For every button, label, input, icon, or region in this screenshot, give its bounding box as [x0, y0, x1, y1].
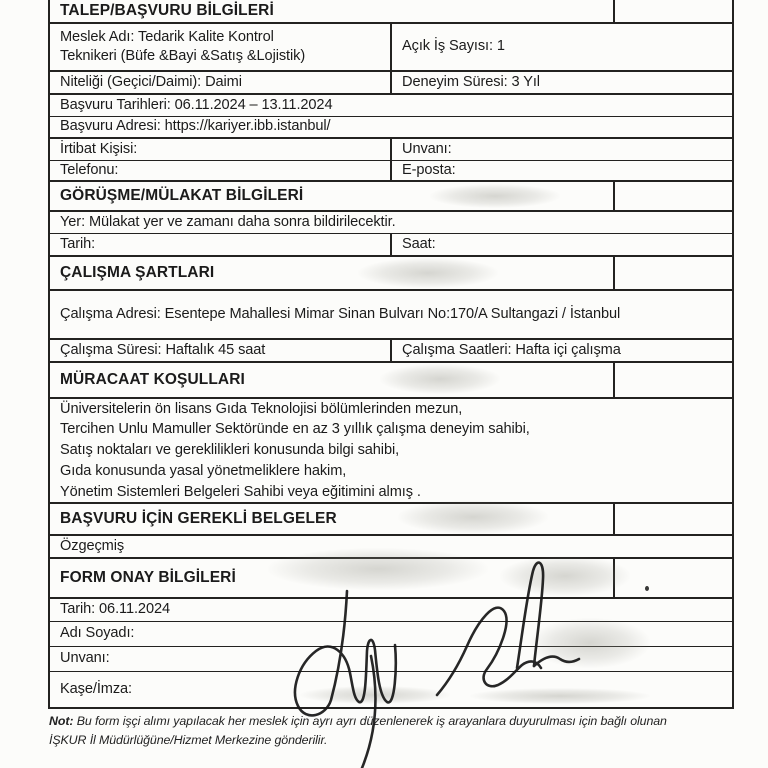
footer-note — [49, 712, 707, 749]
section-title-muracaat-kosullari: MÜRACAAT KOŞULLARI — [60, 371, 245, 388]
field-irtibat-kisisi: İrtibat Kişisi: — [50, 139, 392, 160]
row-meslek-adi — [50, 24, 732, 72]
field-basvuru-adresi: Başvuru Adresi: https://kariyer.ibb.istanbul/ — [60, 118, 331, 135]
field-calisma-adresi: Çalışma Adresi: Esentepe Mahallesi Mimar Sinan Bulvarı No:170/A Sultangazi / İstanbul — [60, 305, 621, 322]
field-deneyim-suresi: Deneyim Süresi: 3 Yıl — [402, 73, 540, 90]
row-mulakat-yer — [50, 212, 732, 234]
section-header-calisma-sartlari — [50, 257, 732, 291]
row-calisma-adresi — [50, 291, 732, 340]
row-telefonu — [50, 161, 732, 182]
section-header-muracaat-kosullari — [50, 363, 732, 399]
field-telefonu: Telefonu: — [50, 161, 392, 180]
header-side-cell — [613, 363, 732, 397]
footer-note-text: Bu form işçi alımı yapılacak her meslek için ayrı ayrı düzenlenerek iş arayanlara duyurulması için bağlı olunan İŞKUR İl Müdürlüğüne/Hizmet Merkezine gönderilir. — [49, 714, 667, 747]
row-basvuru-tarihleri — [50, 95, 732, 117]
row-muracaat-kosullari-list — [50, 399, 732, 504]
section-header-form-onay — [50, 559, 732, 599]
field-onay-tarih: Tarih: 06.11.2024 — [60, 601, 170, 618]
header-side-cell — [613, 182, 732, 210]
requirement-line: Gıda konusunda yasal yönetmeliklere hakim, — [60, 462, 347, 479]
section-title-form-onay: FORM ONAY BİLGİLERİ — [60, 569, 236, 586]
field-mulakat-saat: Saat: — [402, 235, 436, 252]
row-unvani — [50, 647, 732, 672]
field-adi-soyadi: Adı Soyadı: — [60, 625, 135, 642]
section-title-gerekli-belgeler: BAŞVURU İÇİN GEREKLİ BELGELER — [60, 510, 337, 527]
requirement-line: Satış noktaları ve gereklilikleri konusunda bilgi sahibi, — [60, 442, 400, 459]
header-side-cell — [613, 257, 732, 289]
section-title-talep-basvuru: TALEP/BAŞVURU BİLGİLERİ — [60, 2, 274, 19]
field-basvuru-tarihleri: Başvuru Tarihleri: 06.11.2024 – 13.11.2024 — [60, 96, 333, 113]
footer-note-label: Not: — [49, 714, 74, 728]
requirement-line: Üniversitelerin ön lisans Gıda Teknolojisi bölümlerinden mezun, — [60, 400, 463, 417]
row-onay-tarih — [50, 599, 732, 622]
field-calisma-suresi: Çalışma Süresi: Haftalık 45 saat — [50, 340, 392, 361]
row-adi-soyadi — [50, 622, 732, 647]
section-header-gerekli-belgeler — [50, 504, 732, 536]
section-header-talep-basvuru — [50, 0, 732, 24]
row-ozgecmis — [50, 536, 732, 559]
header-side-cell — [613, 0, 732, 22]
field-niteligi: Niteliği (Geçici/Daimi): Daimi — [50, 72, 392, 93]
section-title-calisma-sartlari: ÇALIŞMA ŞARTLARI — [60, 264, 215, 281]
field-kase-imza: Kaşe/İmza: — [60, 680, 132, 697]
row-irtibat-kisisi — [50, 139, 732, 161]
header-side-cell — [613, 559, 732, 597]
requirements-list — [50, 399, 732, 502]
field-meslek-adi: Meslek Adı: Tedarik Kalite Kontrol Teknikeri (Büfe &Bayi &Satış &Lojistik) — [50, 24, 392, 70]
field-unvani-onay: Unvanı: — [60, 650, 110, 667]
row-kase-imza — [50, 672, 732, 709]
field-calisma-saatleri: Çalışma Saatleri: Hafta içi çalışma — [402, 341, 621, 358]
row-niteligi — [50, 72, 732, 95]
field-unvani-irtibat: Unvanı: — [402, 140, 452, 157]
requirement-line: Yönetim Sistemleri Belgeleri Sahibi veya eğitimini almış . — [60, 483, 421, 500]
field-mulakat-tarih: Tarih: — [50, 234, 392, 255]
section-title-gorusme-mulakat: GÖRÜŞME/MÜLAKAT BİLGİLERİ — [60, 187, 304, 204]
field-eposta: E-posta: — [402, 161, 456, 178]
job-posting-form-table — [48, 0, 734, 709]
field-ozgecmis: Özgeçmiş — [60, 537, 125, 554]
requirement-line: Tercihen Unlu Mamuller Sektöründe en az 3 yıllık çalışma deneyim sahibi, — [60, 421, 530, 438]
field-acik-is-sayisi: Açık İş Sayısı: 1 — [402, 38, 505, 55]
field-mulakat-yer: Yer: Mülakat yer ve zamanı daha sonra bildirilecektir. — [60, 213, 396, 230]
row-mulakat-tarih-saat — [50, 234, 732, 257]
section-header-gorusme-mulakat — [50, 182, 732, 212]
header-side-cell — [613, 504, 732, 534]
row-basvuru-adresi — [50, 117, 732, 139]
row-calisma-suresi-saatleri — [50, 340, 732, 363]
